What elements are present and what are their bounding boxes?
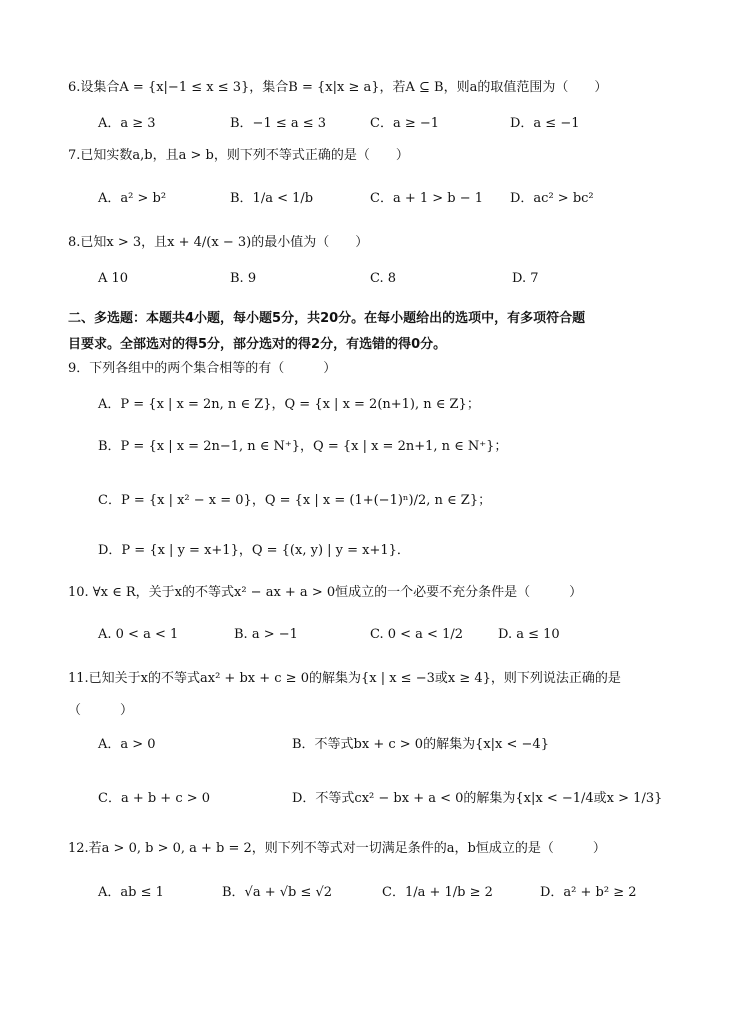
q12-option-a: A．ab ≤ 1	[98, 885, 164, 900]
section-2-heading-line2: 目要求。全部选对的得5分，部分选对的得2分，有选错的得0分。	[68, 337, 447, 352]
q9-option-d: D．P = {x | y = x+1}，Q = {(x, y) | y = x+1}．	[98, 543, 410, 558]
q10-option-c: C. 0 < a < 1/2	[370, 627, 464, 642]
q9-option-c: C．P = {x | x² − x = 0}，Q = {x | x = (1+(−1)ⁿ)/2, n ∈ Z}；	[98, 493, 492, 508]
q8-option-c: C. 8	[370, 271, 397, 286]
q6-option-c: C．a ≥ −1	[370, 116, 440, 131]
q7-option-d: D．ac² > bc²	[510, 191, 594, 206]
q12-option-d: D．a² + b² ≥ 2	[540, 885, 637, 900]
q10-option-b: B. a > −1	[234, 627, 298, 642]
q11-option-b: B．不等式bx + c > 0的解集为{x|x < −4}	[292, 737, 549, 752]
question-9-stem: 9．下列各组中的两个集合相等的有（ ）	[68, 361, 337, 376]
q6-stem-text: 6.设集合A = {x|−1 ≤ x ≤ 3}，集合B = {x|x ≥ a}，若A ⊆ B，则a的取值范围为（ ）	[68, 80, 608, 95]
q8-option-a: A 10	[98, 271, 129, 286]
q6-option-a: A．a ≥ 3	[98, 116, 156, 131]
q11-option-a: A．a > 0	[98, 737, 156, 752]
question-8-stem: 8.已知x > 3，且x + 4/(x − 3)的最小值为（ ）	[68, 235, 369, 250]
q11-option-c: C．a + b + c > 0	[98, 791, 211, 806]
q6-option-d: D．a ≤ −1	[510, 116, 580, 131]
section-2-heading-line1: 二、多选题：本题共4小题，每小题5分，共20分。在每小题给出的选项中，有多项符合题	[68, 311, 586, 326]
question-10-stem: 10. ∀x ∈ R，关于x的不等式x² − ax + a > 0恒成立的一个必要不充分条件是（ ）	[68, 585, 583, 600]
q9-option-b: B．P = {x | x = 2n−1, n ∈ N⁺}，Q = {x | x = 2n+1, n ∈ N⁺}；	[98, 439, 508, 454]
q12-option-c: C．1/a + 1/b ≥ 2	[382, 885, 493, 900]
q8-option-b: B. 9	[230, 271, 257, 286]
question-12-stem: 12.若a > 0, b > 0, a + b = 2，则下列不等式对一切满足条件的a，b恒成立的是（ ）	[68, 841, 606, 856]
q12-option-b: B．√a + √b ≤ √2	[222, 885, 333, 900]
question-11-stem: 11.已知关于x的不等式ax² + bx + c ≥ 0的解集为{x | x ≤ −3或x ≥ 4}，则下列说法正确的是	[68, 671, 621, 686]
q8-option-d: D. 7	[512, 271, 539, 286]
q6-option-b: B．−1 ≤ a ≤ 3	[230, 116, 327, 131]
q7-option-a: A．a² > b²	[98, 191, 167, 206]
q7-option-c: C．a + 1 > b − 1	[370, 191, 484, 206]
q10-option-d: D. a ≤ 10	[498, 627, 560, 642]
question-6-stem	[68, 79, 607, 97]
q9-option-a: A．P = {x | x = 2n, n ∈ Z}，Q = {x | x = 2(n+1), n ∈ Z}；	[98, 397, 480, 412]
question-7-stem: 7.已知实数a,b，且a > b，则下列不等式正确的是（ ）	[68, 148, 409, 163]
question-11-paren: （ ）	[68, 703, 134, 718]
q10-option-a: A. 0 < a < 1	[98, 627, 179, 642]
q11-option-d: D．不等式cx² − bx + a < 0的解集为{x|x < −1/4或x > 1/3}	[292, 791, 663, 806]
q7-option-b: B．1/a < 1/b	[230, 191, 314, 206]
